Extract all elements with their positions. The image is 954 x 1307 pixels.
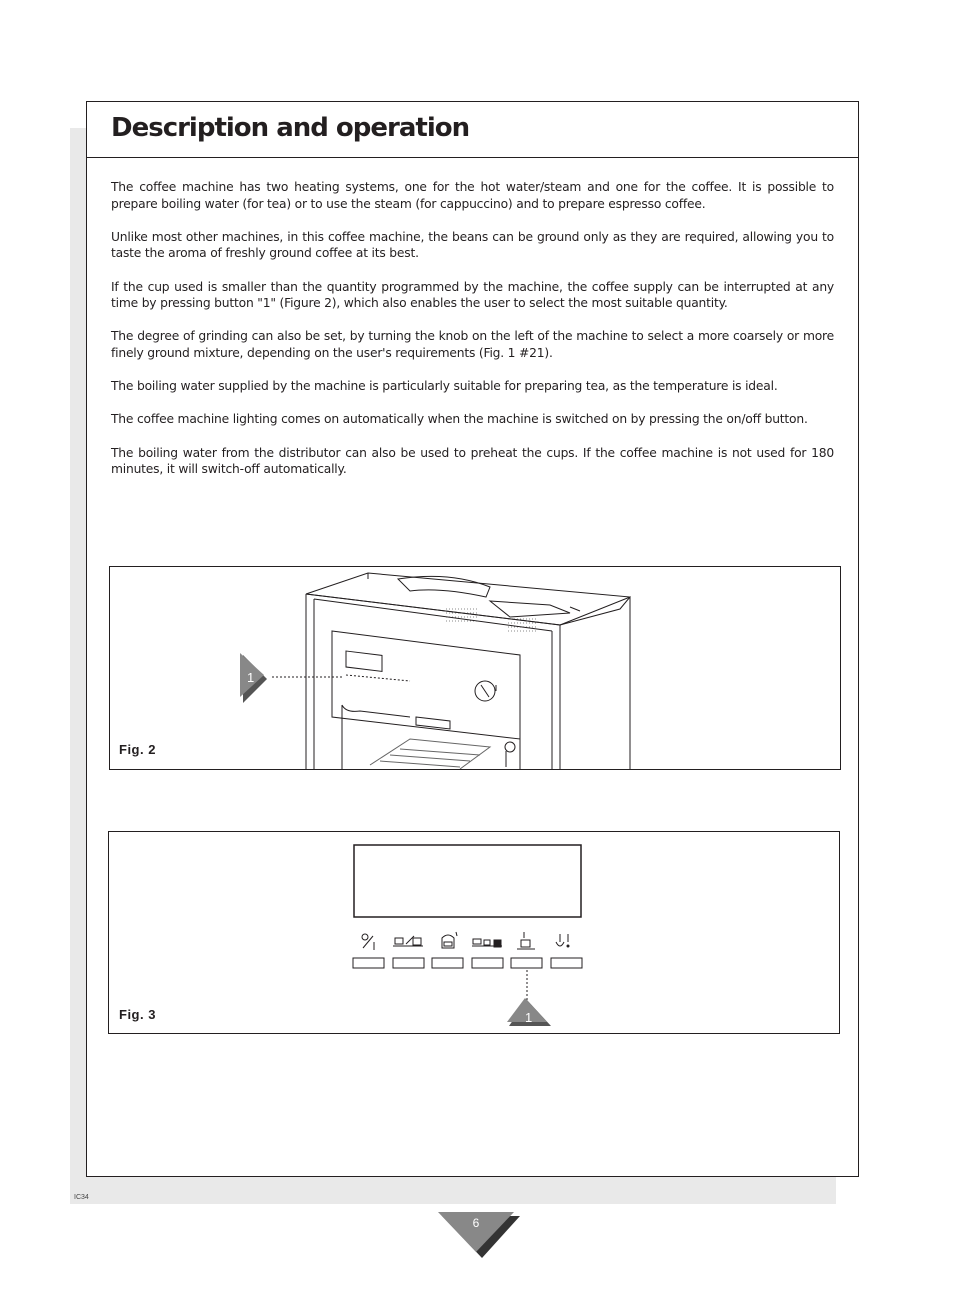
figure-label: Fig. 2 xyxy=(119,742,156,757)
grinder-icon xyxy=(442,932,457,948)
panel-button xyxy=(393,958,424,968)
title-bar xyxy=(87,102,858,158)
display-panel xyxy=(354,845,581,917)
paragraph: The coffee machine lighting comes on automatically when the machine is switched on by pressing the on/off button. xyxy=(111,412,808,427)
panel-button xyxy=(432,958,463,968)
content-frame xyxy=(86,101,859,1177)
hot-water-icon xyxy=(517,932,535,949)
panel-button xyxy=(472,958,503,968)
callout-number: 1 xyxy=(247,670,255,685)
page-title: Description and operation xyxy=(111,113,470,143)
paragraph: The coffee machine has two heating systems, one for the hot water/steam and one for the coffee. It is possible to prepare boiling water (for tea) or to use the steam (for cappuccino) and to prepare espresso coffee. xyxy=(111,180,834,211)
body-text xyxy=(111,179,834,494)
cups-icon xyxy=(393,936,423,946)
coffee-machine-illustration xyxy=(110,567,840,769)
paragraph: The boiling water from the distributor can also be used to preheat the cups. If the coffee machine is not used for 180 minutes, it will switch-off automatically. xyxy=(111,445,834,477)
figure-label: Fig. 3 xyxy=(119,1007,156,1022)
double-cup-icon xyxy=(472,939,502,947)
control-panel-illustration xyxy=(109,832,839,1033)
document-code: IC34 xyxy=(74,1194,89,1201)
callout-number: 1 xyxy=(525,1010,533,1025)
figure-2 xyxy=(109,566,841,770)
panel-button xyxy=(551,958,582,968)
page-number: 6 xyxy=(472,1216,480,1230)
paragraph: The boiling water supplied by the machine is particularly suitable for preparing tea, as the temperature is ideal. xyxy=(111,379,778,394)
panel-button xyxy=(353,958,384,968)
steam-warning-icon xyxy=(556,934,569,947)
paragraph: Unlike most other machines, in this coffee machine, the beans can be ground only as they are required, allowing you to taste the aroma of freshly ground coffee at its best. xyxy=(111,229,834,261)
panel-button xyxy=(511,958,542,968)
paragraph: If the cup used is smaller than the quantity programmed by the machine, the coffee supply can be interrupted at any time by pressing button "1" (Figure 2), which also enables the user to select the most suitable quantity. xyxy=(111,279,834,311)
figure-3 xyxy=(108,831,840,1034)
power-icon xyxy=(362,934,374,950)
paragraph: The degree of grinding can also be set, by turning the knob on the left of the machine to select a more coarsely or more finely ground mixture, depending on the user's requirements (Fig. 1 #21). xyxy=(111,329,834,360)
